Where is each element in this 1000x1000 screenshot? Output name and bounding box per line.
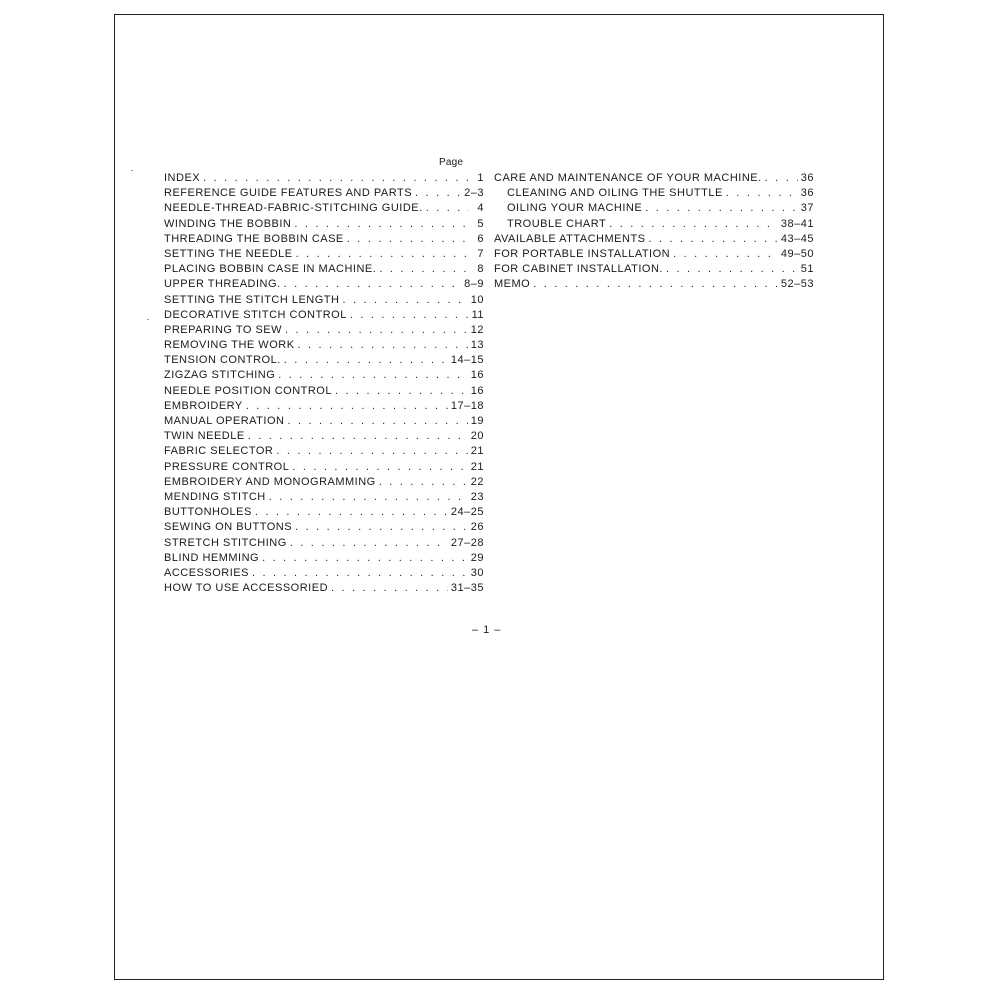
toc-entry	[494, 277, 814, 292]
toc-entry-title: THREADING THE BOBBIN CASE	[164, 232, 344, 245]
toc-entry-title: STRETCH STITCHING	[164, 536, 287, 549]
toc-entry-title: MEMO	[494, 278, 531, 291]
toc-entry-page: 51	[800, 263, 814, 276]
toc-entry-title: REMOVING THE WORK	[164, 339, 295, 352]
toc-entry-title: DECORATIVE STITCH CONTROL	[164, 308, 347, 321]
toc-dot-leader	[342, 293, 467, 308]
toc-entry-title: SETTING THE NEEDLE	[164, 247, 293, 260]
toc-entry	[164, 353, 484, 368]
toc-entry-page: 13	[470, 339, 484, 352]
toc-entry	[164, 444, 484, 459]
toc-entry-title: FOR PORTABLE INSTALLATION	[494, 247, 671, 260]
toc-entry-title: MENDING STITCH	[164, 490, 266, 503]
toc-entry-page: 16	[470, 369, 484, 382]
toc-dot-leader	[298, 338, 468, 353]
toc-entry-page: 30	[470, 566, 484, 579]
toc-entry-title: CLEANING AND OILING THE SHUTTLE	[507, 187, 723, 200]
toc-dot-leader	[276, 444, 467, 459]
toc-dot-leader	[255, 505, 448, 520]
toc-entry-page: 38–41	[780, 217, 814, 230]
toc-entry	[164, 368, 484, 383]
toc-entry-page: 21	[470, 460, 484, 473]
toc-entry-page: 4	[477, 202, 484, 215]
toc-entry-page: 26	[470, 521, 484, 534]
toc-entry-page: 20	[470, 430, 484, 443]
toc-entry	[164, 399, 484, 414]
toc-entry-page: 12	[470, 323, 484, 336]
toc-entry-page: 29	[470, 551, 484, 564]
toc-entry	[494, 247, 814, 262]
toc-entry	[164, 429, 484, 444]
toc-entry-page: 22	[470, 475, 484, 488]
toc-entry	[494, 186, 814, 201]
toc-entry	[164, 247, 484, 262]
toc-entry-title: FOR CABINET INSTALLATION.	[494, 263, 663, 276]
toc-entry	[164, 308, 484, 323]
toc-entry-title: BLIND HEMMING	[164, 551, 260, 564]
scan-speck	[131, 170, 133, 171]
toc-dot-leader	[295, 520, 468, 535]
toc-entry	[164, 581, 484, 596]
toc-entry-page: 37	[800, 202, 814, 215]
toc-entry	[164, 520, 484, 535]
toc-entry	[164, 171, 484, 186]
toc-entry	[164, 323, 484, 338]
toc-entry-page: 36	[800, 172, 814, 184]
toc-dot-leader	[666, 262, 798, 277]
toc-entry-title: SETTING THE STITCH LENGTH	[164, 293, 340, 306]
toc-entry-title: TENSION CONTROL.	[164, 354, 281, 367]
toc-entry-title: BUTTONHOLES	[164, 506, 252, 519]
toc-entry-page: 11	[471, 308, 484, 321]
page-number: – 1 –	[472, 624, 502, 636]
toc-entry	[164, 551, 484, 566]
toc-entry-title: INDEX	[164, 172, 201, 184]
toc-entry	[164, 475, 484, 490]
toc-dot-leader	[287, 414, 467, 429]
toc-entry	[494, 171, 814, 186]
toc-entry-page: 6	[477, 232, 484, 245]
toc-dot-leader	[296, 247, 469, 262]
toc-dot-leader	[252, 566, 468, 581]
toc-dot-leader	[290, 536, 448, 551]
toc-entry	[164, 338, 484, 353]
toc-entry	[164, 293, 484, 308]
toc-dot-leader	[533, 277, 778, 292]
toc-entry-page: 8–9	[464, 278, 484, 291]
toc-entry-page: 52–53	[780, 278, 814, 291]
toc-entry-title: MANUAL OPERATION	[164, 415, 285, 427]
toc-entry-title: ACCESSORIES	[164, 566, 249, 579]
toc-dot-leader	[426, 201, 469, 216]
toc-right-column	[494, 171, 814, 293]
toc-entry-page: 2–3	[464, 187, 484, 200]
toc-entry-page: 36	[800, 187, 814, 200]
toc-dot-leader	[645, 201, 798, 216]
toc-entry-page: 31–35	[450, 582, 484, 595]
toc-entry	[164, 414, 484, 429]
toc-dot-leader	[415, 186, 461, 201]
toc-dot-leader	[335, 384, 468, 399]
toc-entry-page: 21	[470, 445, 484, 458]
toc-dot-leader	[765, 171, 798, 186]
toc-entry-title: EMBROIDERY AND MONOGRAMMING	[164, 475, 376, 488]
toc-entry-title: EMBROIDERY	[164, 399, 243, 412]
toc-entry-title: UPPER THREADING.	[164, 278, 281, 291]
toc-dot-leader	[673, 247, 778, 262]
toc-dot-leader	[726, 186, 798, 201]
toc-dot-leader	[294, 217, 469, 232]
toc-dot-leader	[246, 399, 448, 414]
toc-dot-leader	[278, 368, 467, 383]
toc-dot-leader	[269, 490, 468, 505]
toc-entry-page: 16	[470, 384, 484, 397]
toc-entry-title: FABRIC SELECTOR	[164, 445, 274, 458]
toc-entry	[164, 384, 484, 399]
toc-entry-page: 7	[477, 247, 484, 260]
toc-entry-page: 10	[470, 293, 484, 306]
toc-entry	[164, 201, 484, 216]
toc-dot-leader	[379, 262, 469, 277]
toc-entry-title: HOW TO USE ACCESSORIED	[164, 582, 329, 595]
toc-entry-page: 49–50	[780, 247, 814, 260]
toc-dot-leader	[609, 217, 778, 232]
toc-entry-title: PRESSURE CONTROL	[164, 460, 290, 473]
toc-entry-page: 17–18	[450, 399, 484, 412]
toc-entry	[494, 262, 814, 277]
toc-dot-leader	[379, 475, 468, 490]
toc-dot-leader	[347, 232, 469, 247]
toc-entry	[164, 262, 484, 277]
toc-entry-title: PREPARING TO SEW	[164, 323, 283, 336]
toc-entry	[164, 232, 484, 247]
toc-entry	[164, 186, 484, 201]
toc-dot-leader	[284, 353, 448, 368]
toc-dot-leader	[350, 308, 469, 323]
toc-dot-leader	[262, 551, 468, 566]
page-column-heading: Page	[439, 157, 464, 168]
toc-entry-page: 43–45	[780, 232, 814, 245]
toc-entry-title: WINDING THE BOBBIN	[164, 217, 292, 230]
toc-entry-page: 24–25	[450, 506, 484, 519]
toc-entry-page: 5	[477, 217, 484, 230]
toc-entry-page: 8	[477, 263, 484, 276]
toc-entry-page: 19	[470, 415, 484, 427]
toc-entry	[494, 217, 814, 232]
toc-entry-title: TROUBLE CHART	[507, 217, 607, 230]
toc-dot-leader	[248, 429, 468, 444]
toc-entry-page: 27–28	[450, 536, 484, 549]
toc-entry-title: PLACING BOBBIN CASE IN MACHINE.	[164, 263, 377, 276]
toc-entry-title: SEWING ON BUTTONS	[164, 521, 293, 534]
toc-entry	[164, 536, 484, 551]
toc-entry-title: OILING YOUR MACHINE	[507, 202, 643, 215]
toc-entry-title: NEEDLE POSITION CONTROL	[164, 384, 332, 397]
toc-entry-page: 1	[477, 172, 484, 184]
toc-entry-title: TWIN NEEDLE	[164, 430, 245, 443]
toc-entry-page: 23	[470, 490, 484, 503]
toc-entry	[164, 505, 484, 520]
toc-entry-title: ZIGZAG STITCHING	[164, 369, 276, 382]
toc-dot-leader	[284, 277, 462, 292]
toc-dot-leader	[292, 460, 467, 475]
toc-entry-title: CARE AND MAINTENANCE OF YOUR MACHINE.	[494, 172, 762, 184]
toc-entry-title: NEEDLE-THREAD-FABRIC-STITCHING GUIDE.	[164, 202, 423, 215]
toc-entry	[494, 201, 814, 216]
toc-entry	[164, 566, 484, 581]
toc-dot-leader	[203, 171, 469, 186]
toc-entry	[164, 490, 484, 505]
toc-dot-leader	[285, 323, 468, 338]
toc-entry-title: REFERENCE GUIDE FEATURES AND PARTS	[164, 187, 413, 200]
toc-dot-leader	[649, 232, 778, 247]
toc-left-column	[164, 171, 484, 596]
toc-dot-leader	[331, 581, 448, 596]
toc-entry-page: 14–15	[450, 354, 484, 367]
toc-entry	[164, 277, 484, 292]
toc-entry-title: AVAILABLE ATTACHMENTS	[494, 232, 646, 245]
toc-entry	[494, 232, 814, 247]
toc-entry	[164, 217, 484, 232]
scan-speck	[147, 319, 149, 320]
toc-entry	[164, 460, 484, 475]
